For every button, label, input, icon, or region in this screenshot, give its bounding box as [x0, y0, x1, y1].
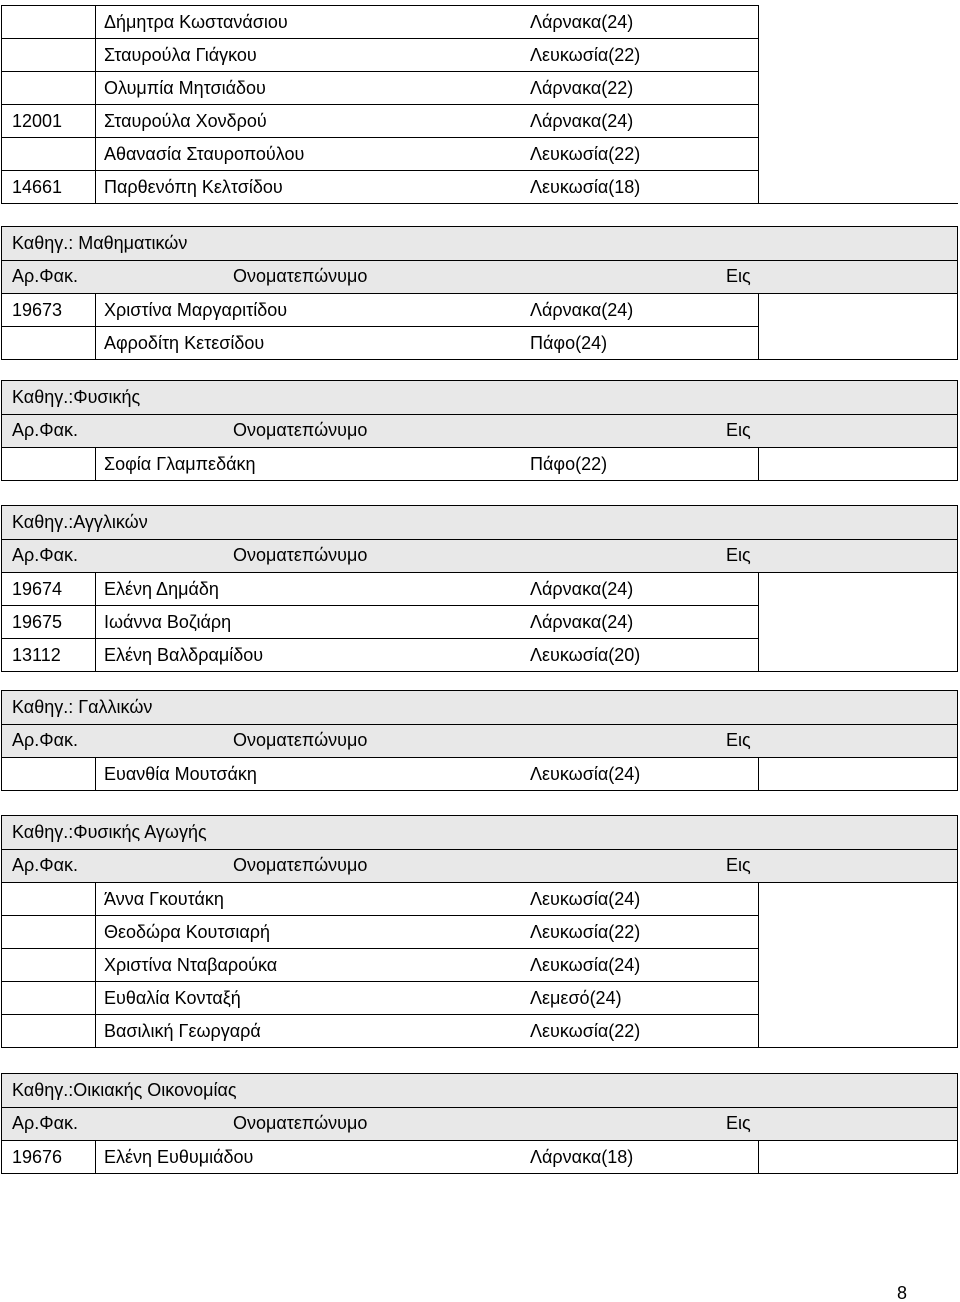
table-rule	[758, 447, 759, 480]
placement: Πάφο(24)	[530, 332, 608, 353]
table-row	[1, 981, 958, 1014]
record-number: 13112	[12, 644, 61, 665]
table-row	[1, 605, 958, 638]
table-rule	[1, 1173, 958, 1174]
table-rule	[1, 203, 958, 204]
placement: Λευκωσία(22)	[530, 44, 641, 65]
table-row	[1, 915, 958, 948]
table-rule	[1, 724, 958, 725]
category-title: Καθηγ.:Φυσικής Αγωγής	[12, 821, 207, 842]
column-header-name: Ονοματεπώνυμο	[233, 545, 368, 565]
category-title: Καθηγ.: Γαλλικών	[12, 696, 153, 717]
table-row	[1, 326, 958, 359]
placement: Λευκωσία(22)	[530, 921, 641, 942]
full-name: Παρθενόπη Κελτσίδου	[104, 176, 283, 197]
record-number: 19674	[12, 578, 63, 599]
column-header-name: Ονοματεπώνυμο	[233, 855, 368, 875]
table-row	[1, 948, 958, 981]
table-rule	[957, 380, 958, 480]
column-header-record: Αρ.Φακ.	[12, 1113, 79, 1133]
placement: Λεμεσό(24)	[530, 987, 622, 1008]
placement: Λευκωσία(20)	[530, 644, 641, 665]
table-rule	[1, 1047, 958, 1048]
table-rule	[957, 690, 958, 790]
table-rule	[1, 690, 958, 691]
full-name: Δήμητρα Κωστανάσιου	[104, 11, 288, 32]
table-rule	[1, 671, 958, 672]
table-rule	[1, 170, 758, 171]
column-header-name: Ονοματεπώνυμο	[233, 266, 368, 286]
table-rule	[1, 849, 958, 850]
table-rule	[1, 948, 758, 949]
full-name: Βασιλική Γεωργαρά	[104, 1020, 261, 1041]
column-header-name: Ονοματεπώνυμο	[233, 730, 368, 750]
table-rule	[1, 226, 2, 359]
table-rule	[1, 359, 958, 360]
table-rule	[95, 572, 96, 671]
record-number: 19676	[12, 1146, 63, 1167]
table-rule	[1, 815, 2, 1047]
table-rule	[1, 1073, 958, 1074]
placement: Λευκωσία(24)	[530, 763, 641, 784]
full-name: Ελένη Βαλδραμίδου	[104, 644, 264, 665]
table-rule	[1, 326, 758, 327]
table-rule	[1, 137, 758, 138]
table-row	[1, 757, 958, 790]
table-rule	[1, 572, 958, 573]
table-rule	[1, 1073, 2, 1173]
table-rule	[95, 757, 96, 790]
table-rule	[1, 447, 958, 448]
table-row	[1, 1140, 958, 1173]
placement: Λάρνακα(24)	[530, 299, 634, 320]
full-name: Σταυρούλα Γιάγκου	[104, 44, 257, 65]
category-title: Καθηγ.: Μαθηματικών	[12, 232, 188, 253]
table-rule	[1, 5, 2, 203]
record-number: 12001	[12, 110, 63, 131]
table-row	[1, 1014, 958, 1047]
table-rule	[95, 5, 96, 203]
table-rule	[758, 5, 759, 203]
section-table	[1, 815, 958, 1048]
full-name: Άννα Γκουτάκη	[104, 888, 224, 909]
record-number: 19673	[12, 299, 63, 320]
full-name: Θεοδώρα Κουτσιαρή	[104, 921, 271, 942]
table-row	[1, 5, 958, 38]
table-rule	[1, 815, 958, 816]
column-header-record: Αρ.Φακ.	[12, 855, 79, 875]
placement: Λευκωσία(18)	[530, 176, 641, 197]
column-header-record: Αρ.Φακ.	[12, 545, 79, 565]
table-rule	[957, 815, 958, 1047]
column-header-placement: Εις	[726, 1113, 751, 1133]
table-row	[1, 638, 958, 671]
table-row	[1, 572, 958, 605]
placement: Λευκωσία(22)	[530, 143, 641, 164]
table-rule	[1, 1014, 758, 1015]
table-rule	[1, 638, 758, 639]
table-rule	[1, 757, 958, 758]
placement: Λευκωσία(22)	[530, 1020, 641, 1041]
table-rule	[957, 1073, 958, 1173]
category-title: Καθηγ.:Φυσικής	[12, 386, 141, 407]
full-name: Αφροδίτη Κετεσίδου	[104, 332, 265, 353]
table-rule	[1, 380, 2, 480]
section-table	[1, 690, 958, 791]
table-rule	[95, 882, 96, 1047]
table-rule	[1, 71, 758, 72]
table-rule	[1, 1140, 958, 1141]
full-name: Ευθαλία Κονταξή	[104, 987, 241, 1008]
table-rule	[758, 757, 759, 790]
full-name: Χριστίνα Μαργαριτίδου	[104, 299, 288, 320]
page-number: 8	[897, 1283, 908, 1302]
table-rule	[758, 882, 759, 1047]
table-rule	[1, 226, 958, 227]
table-row	[1, 882, 958, 915]
full-name: Ιωάννα Βοζιάρη	[104, 611, 232, 632]
table-row	[1, 170, 958, 203]
placement: Λάρνακα(18)	[530, 1146, 634, 1167]
table-row	[1, 71, 958, 104]
column-header-name: Ονοματεπώνυμο	[233, 420, 368, 440]
full-name: Ελένη Ευθυμιάδου	[104, 1146, 254, 1167]
full-name: Ελένη Δημάδη	[104, 578, 219, 599]
placement: Λάρνακα(24)	[530, 110, 634, 131]
placement: Λευκωσία(24)	[530, 888, 641, 909]
table-rule	[95, 447, 96, 480]
table-row	[1, 38, 958, 71]
section-table	[1, 505, 958, 672]
table-rule	[1, 539, 958, 540]
table-rule	[758, 1140, 759, 1173]
full-name: Ευανθία Μουτσάκη	[104, 763, 257, 784]
table-rule	[1, 38, 758, 39]
table-rule	[1, 414, 958, 415]
table-row	[1, 104, 958, 137]
table-rule	[1, 380, 958, 381]
table-rule	[1, 690, 2, 790]
section-table	[1, 226, 958, 360]
table-rule	[957, 505, 958, 671]
table-rule	[95, 293, 96, 359]
column-header-record: Αρ.Φακ.	[12, 730, 79, 750]
table-row	[1, 137, 958, 170]
column-header-placement: Εις	[726, 266, 751, 286]
column-header-name: Ονοματεπώνυμο	[233, 1113, 368, 1133]
table-rule	[1, 505, 958, 506]
column-header-placement: Εις	[726, 855, 751, 875]
placement: Λάρνακα(24)	[530, 11, 634, 32]
table-rule	[1, 5, 758, 6]
table-rule	[758, 572, 759, 671]
table-rule	[1, 293, 958, 294]
table-row	[1, 447, 958, 480]
table-rule	[95, 1140, 96, 1173]
table-rule	[1, 915, 758, 916]
record-number: 19675	[12, 611, 63, 632]
table-rule	[1, 882, 958, 883]
column-header-record: Αρ.Φακ.	[12, 266, 79, 286]
column-header-record: Αρ.Φακ.	[12, 420, 79, 440]
table-rule	[957, 226, 958, 359]
full-name: Ολυμπία Μητσιάδου	[104, 77, 266, 98]
full-name: Σταυρούλα Χονδρού	[104, 110, 267, 131]
section-table	[1, 380, 958, 481]
full-name: Χριστίνα Νταβαρούκα	[104, 954, 278, 975]
column-header-placement: Εις	[726, 420, 751, 440]
full-name: Σοφία Γλαμπεδάκη	[104, 453, 256, 474]
table-row	[1, 293, 958, 326]
section-table	[1, 1073, 958, 1174]
placement: Λάρνακα(24)	[530, 578, 634, 599]
placement: Πάφο(22)	[530, 453, 608, 474]
table-rule	[758, 293, 759, 359]
table-rule	[1, 260, 958, 261]
category-title: Καθηγ.:Αγγλικών	[12, 511, 148, 532]
table-rule	[1, 480, 958, 481]
column-header-placement: Εις	[726, 730, 751, 750]
placement: Λευκωσία(24)	[530, 954, 641, 975]
table-rule	[1, 104, 758, 105]
placement: Λάρνακα(22)	[530, 77, 634, 98]
top-table	[1, 5, 958, 204]
placement: Λάρνακα(24)	[530, 611, 634, 632]
full-name: Αθανασία Σταυροπούλου	[104, 143, 305, 164]
column-header-placement: Εις	[726, 545, 751, 565]
table-rule	[1, 790, 958, 791]
table-rule	[1, 505, 2, 671]
record-number: 14661	[12, 176, 63, 197]
category-title: Καθηγ.:Οικιακής Οικονομίας	[12, 1079, 237, 1100]
table-rule	[1, 605, 758, 606]
table-rule	[1, 1107, 958, 1108]
table-rule	[1, 981, 758, 982]
